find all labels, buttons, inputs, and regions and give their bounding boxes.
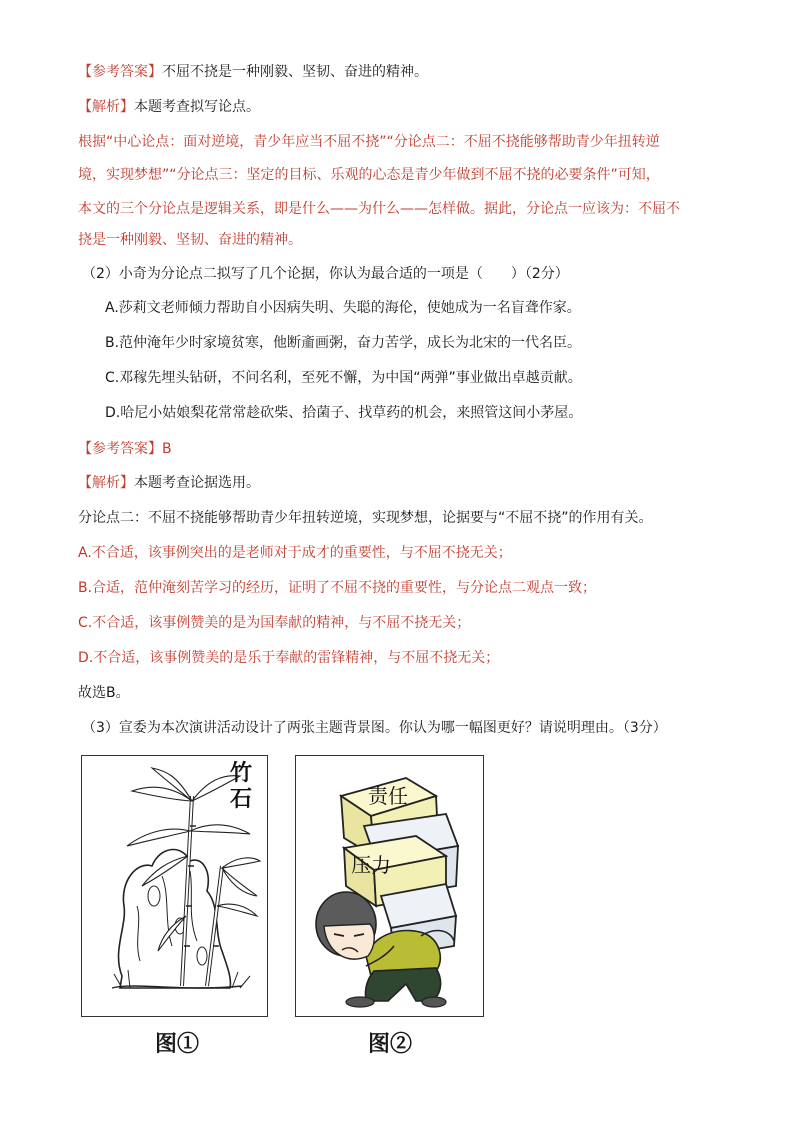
answer-tag: 【参考答案】 xyxy=(78,64,162,80)
analysis2-item-d: D.不合适，该事例赞美的是乐于奉献的雷锋精神，与不屈不挠无关； xyxy=(78,650,500,666)
answer2-line xyxy=(78,439,728,459)
analysis2-intro: 分论点二：不屈不挠能够帮助青少年扭转逆境，实现梦想，论据要与“不屈不挠”的作用有关。 xyxy=(78,510,653,526)
option-c: C.邓稼先埋头钻研，不问名利，至死不懈，为中国“两弹”事业做出卓越贡献。 xyxy=(105,370,582,386)
question3: （3）宣委为本次演讲活动设计了两张主题背景图。你认为哪一幅图更好？请说明理由。（3分） xyxy=(82,720,667,736)
bamboo-stone-illustration xyxy=(82,756,267,1016)
analysis2-text: 本题考查论据选用。 xyxy=(134,475,260,491)
figure2-burden xyxy=(295,755,484,1017)
analysis2-line xyxy=(78,473,728,493)
analysis2-item-b: B.合适，范仲淹刻苦学习的经历，证明了不屈不挠的重要性，与分论点二观点一致； xyxy=(78,580,597,596)
analysis-tag: 【解析】 xyxy=(78,475,134,491)
answer1-line xyxy=(78,62,728,82)
conclusion2: 故选B。 xyxy=(78,685,130,701)
box-label-top: 责任 xyxy=(368,784,408,808)
figure1-title-2: 石 xyxy=(230,786,253,812)
figure1-bamboo-stone xyxy=(81,755,268,1017)
figure1-title-1: 竹 xyxy=(230,760,253,786)
analysis1-body-1: 境，实现梦想”“分论点三：坚定的目标、乐观的心态是青少年做到不屈不挠的必要条件”可知， xyxy=(78,167,660,183)
answer-tag: 【参考答案】 xyxy=(78,441,162,457)
box-label-mid: 压力 xyxy=(351,853,391,877)
analysis-tag: 【解析】 xyxy=(78,99,134,115)
figure2-caption: 图② xyxy=(368,1031,413,1057)
analysis2-item-c: C.不合适，该事例赞美的是为国奉献的精神，与不屈不挠无关； xyxy=(78,615,471,631)
option-a: A.莎莉文老师倾力帮助自小因病失明、失聪的海伦，使她成为一名盲聋作家。 xyxy=(105,300,581,316)
analysis1-line xyxy=(78,97,728,117)
analysis1-text: 本题考查拟写论点。 xyxy=(134,99,260,115)
analysis1-body-3: 挠是一种刚毅、坚韧、奋进的精神。 xyxy=(78,232,302,248)
question2: （2）小奇为分论点二拟写了几个论据，你认为最合适的一项是（ ）（2分） xyxy=(82,266,569,282)
option-d: D.哈尼小姑娘梨花常常趁砍柴、拾菌子、找草药的机会，来照管这间小茅屋。 xyxy=(105,405,583,421)
analysis1-body-0: 根据“中心论点：面对逆境，青少年应当不屈不挠”“分论点二：不屈不挠能够帮助青少年扭转逆 xyxy=(78,134,660,150)
option-b: B.范仲淹年少时家境贫寒，他断齑画粥，奋力苦学，成长为北宋的一代名臣。 xyxy=(105,335,582,351)
burden-illustration xyxy=(296,756,483,1016)
answer2-text: B xyxy=(162,441,172,457)
answer1-text: 不屈不挠是一种刚毅、坚韧、奋进的精神。 xyxy=(162,64,428,80)
figure1-caption: 图① xyxy=(155,1031,200,1057)
analysis1-body-2: 本文的三个分论点是逻辑关系，即是什么——为什么——怎样做。据此，分论点一应该为：不屈不 xyxy=(78,201,680,217)
analysis2-item-a: A.不合适，该事例突出的是老师对于成才的重要性，与不屈不挠无关； xyxy=(78,545,512,561)
